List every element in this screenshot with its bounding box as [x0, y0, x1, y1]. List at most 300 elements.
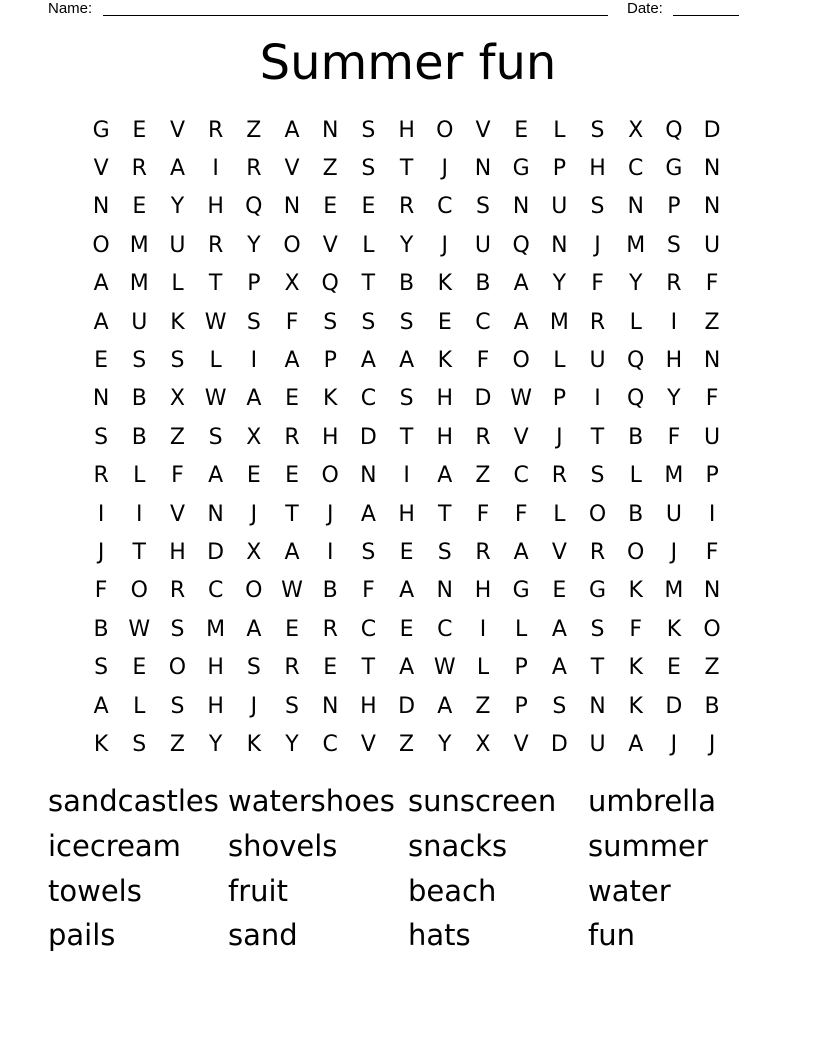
grid-letter[interactable]: F — [476, 348, 490, 374]
grid-letter[interactable]: H — [436, 424, 454, 450]
grid-letter[interactable]: K — [93, 731, 109, 757]
grid-letter[interactable]: C — [475, 309, 491, 335]
grid-letter[interactable]: I — [326, 539, 334, 565]
grid-letter[interactable]: S — [361, 117, 376, 143]
grid-letter[interactable]: R — [131, 156, 147, 182]
grid-letter[interactable]: V — [284, 156, 300, 182]
grid-letter[interactable]: E — [399, 616, 414, 642]
grid-letter[interactable]: E — [94, 348, 109, 374]
grid-letter[interactable]: V — [360, 731, 376, 757]
grid-letter[interactable]: C — [513, 463, 529, 489]
grid-letter[interactable]: J — [594, 232, 601, 258]
grid-letter[interactable]: C — [437, 194, 453, 220]
grid-letter[interactable]: Z — [322, 156, 338, 182]
grid-letter[interactable]: T — [361, 655, 376, 681]
grid-letter[interactable]: D — [703, 117, 721, 143]
grid-letter[interactable]: J — [250, 693, 258, 719]
grid-letter[interactable]: H — [398, 501, 415, 527]
grid-letter[interactable]: K — [437, 271, 452, 297]
grid-letter[interactable]: A — [93, 309, 109, 335]
header — [0, 0, 816, 20]
grid-letter[interactable]: V — [169, 117, 185, 143]
grid-letter[interactable]: K — [246, 731, 262, 757]
grid-letter[interactable]: M — [626, 232, 646, 258]
grid-letter[interactable]: G — [589, 578, 607, 604]
grid-letter[interactable]: H — [360, 693, 377, 719]
grid-letter[interactable]: E — [666, 655, 681, 681]
grid-letter[interactable]: K — [628, 693, 643, 719]
grid-letter[interactable]: A — [246, 386, 262, 412]
grid-letter[interactable]: F — [285, 309, 299, 335]
grid-letter[interactable]: L — [553, 501, 566, 527]
grid-letter[interactable]: X — [284, 271, 300, 297]
grid-letter[interactable]: O — [436, 117, 454, 143]
grid-letter[interactable]: X — [628, 117, 644, 143]
grid-letter[interactable]: I — [708, 501, 716, 527]
grid-letter[interactable]: A — [360, 501, 376, 527]
grid-letter[interactable]: Z — [399, 731, 415, 757]
grid-letter[interactable]: Y — [247, 232, 261, 258]
grid-letter[interactable]: S — [132, 731, 147, 757]
grid-letter[interactable]: B — [704, 693, 720, 719]
grid-letter[interactable]: U — [704, 424, 721, 450]
grid-letter[interactable]: P — [667, 194, 681, 220]
grid-letter[interactable]: J — [708, 731, 716, 757]
grid-letter[interactable]: Z — [475, 463, 491, 489]
grid-letter[interactable]: R — [246, 156, 262, 182]
grid-letter[interactable]: D — [474, 386, 492, 412]
grid-letter[interactable]: S — [361, 539, 376, 565]
grid-letter[interactable]: S — [666, 232, 681, 258]
grid-letter[interactable]: N — [360, 463, 377, 489]
grid-letter[interactable]: Y — [438, 731, 452, 757]
grid-letter[interactable]: C — [360, 616, 377, 642]
grid-letter[interactable]: D — [398, 693, 416, 719]
grid-letter[interactable]: V — [322, 232, 338, 258]
grid-letter[interactable]: N — [551, 232, 568, 258]
grid-letter[interactable]: S — [437, 539, 452, 565]
grid-letter[interactable]: L — [553, 117, 566, 143]
grid-letter[interactable]: M — [664, 578, 684, 604]
grid-letter[interactable]: R — [93, 463, 109, 489]
grid-letter[interactable]: S — [552, 693, 567, 719]
grid-letter[interactable]: I — [670, 309, 678, 335]
grid-letter[interactable]: A — [169, 156, 185, 182]
grid-letter[interactable]: B — [475, 271, 491, 297]
grid-letter[interactable]: H — [436, 386, 454, 412]
grid-letter[interactable]: H — [398, 117, 415, 143]
grid-letter[interactable]: A — [284, 539, 300, 565]
grid-letter[interactable]: S — [399, 386, 414, 412]
word-list-item: beach — [408, 873, 497, 908]
grid-letter[interactable]: F — [705, 386, 719, 412]
grid-letter[interactable]: T — [285, 501, 299, 527]
grid-letter[interactable]: K — [628, 655, 643, 681]
grid-letter[interactable]: T — [208, 271, 223, 297]
grid-letter[interactable]: P — [705, 463, 719, 489]
grid-letter[interactable]: W — [281, 578, 303, 604]
grid-letter[interactable]: K — [666, 616, 682, 642]
grid-letter[interactable]: P — [552, 156, 566, 182]
grid-letter[interactable]: S — [361, 156, 376, 182]
grid-letter[interactable]: F — [667, 424, 681, 450]
grid-letter[interactable]: I — [594, 386, 601, 412]
grid-letter[interactable]: L — [133, 463, 146, 489]
grid-letter[interactable]: Z — [169, 424, 185, 450]
grid-letter[interactable]: I — [403, 463, 410, 489]
grid-letter[interactable]: A — [399, 578, 415, 604]
grid-letter[interactable]: A — [551, 616, 567, 642]
grid-letter[interactable]: S — [590, 117, 605, 143]
grid-letter[interactable]: S — [590, 616, 605, 642]
grid-letter[interactable]: A — [513, 271, 529, 297]
grid-letter[interactable]: R — [208, 117, 224, 143]
grid-letter[interactable]: V — [513, 731, 529, 757]
grid-letter[interactable]: A — [208, 463, 224, 489]
grid-letter[interactable]: U — [131, 309, 148, 335]
grid-letter[interactable]: X — [246, 539, 262, 565]
grid-letter[interactable]: H — [474, 578, 492, 604]
grid-letter[interactable]: O — [283, 232, 301, 258]
grid-letter[interactable]: K — [323, 386, 338, 412]
grid-letter[interactable]: A — [399, 655, 415, 681]
grid-letter[interactable]: M — [206, 616, 226, 642]
grid-letter[interactable]: S — [285, 693, 300, 719]
grid-letter[interactable]: E — [552, 578, 567, 604]
grid-letter[interactable]: Q — [627, 386, 645, 412]
grid-letter[interactable]: N — [92, 386, 110, 412]
grid-letter[interactable]: U — [169, 232, 186, 258]
word-list-item: pails — [48, 918, 116, 953]
grid-letter[interactable]: J — [670, 731, 678, 757]
grid-letter[interactable]: B — [628, 424, 644, 450]
word-list-item: water — [588, 873, 671, 908]
date-label: Date: — [627, 0, 663, 17]
grid-letter[interactable]: F — [705, 271, 719, 297]
grid-letter[interactable]: A — [628, 731, 644, 757]
grid-letter[interactable]: S — [132, 348, 147, 374]
grid-letter[interactable]: E — [285, 463, 299, 489]
grid-letter[interactable]: O — [703, 616, 721, 642]
grid-letter[interactable]: S — [399, 309, 414, 335]
grid-letter[interactable]: R — [284, 655, 300, 681]
grid-letter[interactable]: F — [171, 463, 184, 489]
grid-letter[interactable]: L — [133, 693, 146, 719]
grid-letter[interactable]: D — [550, 731, 568, 757]
grid-letter[interactable]: U — [665, 501, 682, 527]
grid-letter[interactable]: N — [703, 194, 721, 220]
grid-letter[interactable]: S — [94, 424, 109, 450]
grid-letter[interactable]: I — [136, 501, 143, 527]
grid-letter[interactable]: Z — [475, 693, 491, 719]
grid-letter[interactable]: O — [130, 578, 148, 604]
grid-letter[interactable]: L — [629, 309, 642, 335]
grid-letter[interactable]: J — [670, 539, 678, 565]
grid-letter[interactable]: R — [475, 424, 491, 450]
grid-letter[interactable]: B — [322, 578, 338, 604]
grid-letter[interactable]: N — [283, 194, 301, 220]
grid-letter[interactable]: R — [475, 539, 491, 565]
grid-letter[interactable]: Y — [667, 386, 681, 412]
grid-letter[interactable]: A — [284, 117, 300, 143]
grid-letter[interactable]: L — [476, 655, 490, 681]
grid-letter[interactable]: F — [362, 578, 375, 604]
grid-letter[interactable]: E — [246, 463, 261, 489]
grid-letter[interactable]: M — [129, 271, 149, 297]
grid-letter[interactable]: H — [207, 194, 224, 220]
grid-letter[interactable]: Q — [627, 348, 645, 374]
grid-letter[interactable]: D — [359, 424, 377, 450]
grid-letter[interactable]: F — [514, 501, 528, 527]
grid-letter[interactable]: N — [703, 156, 721, 182]
grid-letter[interactable]: W — [204, 386, 227, 412]
grid-letter[interactable]: Y — [628, 271, 643, 297]
grid-letter[interactable]: A — [246, 616, 262, 642]
grid-letter[interactable]: R — [208, 232, 224, 258]
grid-letter[interactable]: E — [399, 539, 414, 565]
grid-letter[interactable]: K — [170, 309, 185, 335]
grid-letter[interactable]: E — [285, 386, 299, 412]
grid-letter[interactable]: C — [628, 156, 644, 182]
grid-letter[interactable]: A — [437, 693, 453, 719]
grid-letter[interactable]: Q — [512, 232, 530, 258]
grid-letter[interactable]: Z — [169, 731, 185, 757]
grid-letter[interactable]: A — [360, 348, 376, 374]
grid-letter[interactable]: O — [168, 655, 187, 681]
grid-letter[interactable]: V — [93, 156, 109, 182]
grid-letter[interactable]: H — [589, 156, 606, 182]
grid-letter[interactable]: K — [628, 578, 643, 604]
grid-letter[interactable]: G — [512, 156, 530, 182]
grid-letter[interactable]: R — [284, 424, 300, 450]
grid-letter[interactable]: E — [437, 309, 452, 335]
grid-letter[interactable]: E — [514, 117, 529, 143]
grid-letter[interactable]: A — [93, 271, 109, 297]
grid-letter[interactable]: R — [322, 616, 338, 642]
grid-letter[interactable]: Z — [704, 309, 720, 335]
grid-letter[interactable]: I — [479, 616, 487, 642]
grid-letter[interactable]: H — [321, 424, 339, 450]
grid-letter[interactable]: E — [323, 194, 338, 220]
grid-letter[interactable]: V — [169, 501, 185, 527]
grid-letter[interactable]: B — [628, 501, 644, 527]
grid-letter[interactable]: S — [361, 309, 376, 335]
grid-letter[interactable]: Q — [245, 194, 263, 220]
letter-grid — [82, 111, 731, 764]
grid-letter[interactable]: W — [510, 386, 533, 412]
grid-letter[interactable]: C — [360, 386, 377, 412]
grid-letter[interactable]: N — [627, 194, 644, 220]
grid-letter[interactable]: U — [589, 731, 606, 757]
grid-letter[interactable]: E — [132, 655, 147, 681]
grid-letter[interactable]: M — [129, 232, 149, 258]
grid-letter[interactable]: U — [551, 194, 568, 220]
grid-letter[interactable]: O — [627, 539, 645, 565]
word-list-item: sandcastles — [48, 784, 219, 819]
grid-letter[interactable]: F — [94, 578, 108, 604]
grid-letter[interactable]: R — [169, 578, 186, 604]
grid-letter[interactable]: I — [212, 156, 219, 182]
grid-letter[interactable]: R — [589, 309, 606, 335]
grid-letter[interactable]: S — [246, 655, 261, 681]
grid-letter[interactable]: Y — [208, 731, 223, 757]
grid-letter[interactable]: H — [169, 539, 186, 565]
word-list — [48, 779, 788, 958]
grid-letter[interactable]: A — [551, 655, 567, 681]
grid-letter[interactable]: S — [170, 348, 185, 374]
grid-letter[interactable]: R — [551, 463, 567, 489]
grid-letter[interactable]: N — [321, 117, 339, 143]
grid-letter[interactable]: Y — [170, 194, 185, 220]
name-blank-line[interactable] — [103, 15, 608, 16]
grid-letter[interactable]: B — [399, 271, 415, 297]
grid-letter[interactable]: S — [246, 309, 261, 335]
grid-letter[interactable]: B — [93, 616, 109, 642]
grid-letter[interactable]: T — [590, 424, 605, 450]
date-blank-line[interactable] — [673, 15, 739, 16]
grid-letter[interactable]: A — [93, 693, 109, 719]
grid-letter[interactable]: C — [437, 616, 453, 642]
grid-letter[interactable]: I — [97, 501, 105, 527]
grid-letter[interactable]: A — [437, 463, 453, 489]
grid-letter[interactable]: A — [513, 539, 529, 565]
grid-letter[interactable]: E — [285, 616, 299, 642]
grid-letter[interactable]: S — [323, 309, 338, 335]
grid-letter[interactable]: N — [207, 501, 224, 527]
grid-letter[interactable]: F — [476, 501, 490, 527]
word-list-item: sand — [228, 918, 298, 953]
grid-letter[interactable]: O — [512, 348, 530, 374]
grid-letter[interactable]: V — [475, 117, 491, 143]
grid-letter[interactable]: R — [398, 194, 415, 220]
grid-letter[interactable]: J — [326, 501, 334, 527]
grid-letter[interactable]: Y — [285, 731, 299, 757]
grid-letter[interactable]: J — [441, 232, 449, 258]
grid-letter[interactable]: O — [245, 578, 263, 604]
grid-letter[interactable]: P — [514, 655, 528, 681]
grid-letter[interactable]: O — [321, 463, 339, 489]
grid-letter[interactable]: N — [92, 194, 110, 220]
grid-letter[interactable]: A — [284, 348, 300, 374]
grid-letter[interactable]: F — [705, 539, 719, 565]
grid-letter[interactable]: F — [629, 616, 643, 642]
grid-letter[interactable]: E — [361, 194, 376, 220]
grid-letter[interactable]: S — [94, 655, 109, 681]
grid-letter[interactable]: U — [474, 232, 492, 258]
grid-letter[interactable]: P — [323, 348, 337, 374]
grid-letter[interactable]: I — [250, 348, 258, 374]
grid-letter[interactable]: S — [590, 463, 605, 489]
grid-letter[interactable]: P — [514, 693, 528, 719]
grid-letter[interactable]: S — [170, 616, 185, 642]
grid-letter[interactable]: F — [591, 271, 604, 297]
grid-letter[interactable]: Q — [321, 271, 339, 297]
grid-letter[interactable]: N — [474, 156, 492, 182]
grid-letter[interactable]: V — [551, 539, 567, 565]
grid-letter[interactable]: X — [475, 731, 491, 757]
grid-letter[interactable]: R — [666, 271, 682, 297]
grid-letter[interactable]: Z — [246, 117, 262, 143]
grid-letter[interactable]: C — [322, 731, 338, 757]
grid-letter[interactable]: X — [169, 386, 185, 412]
grid-letter[interactable]: Q — [665, 117, 683, 143]
grid-letter[interactable]: M — [664, 463, 684, 489]
grid-letter[interactable]: E — [132, 117, 147, 143]
grid-letter[interactable]: S — [475, 194, 490, 220]
grid-letter[interactable]: U — [589, 348, 606, 374]
grid-letter[interactable]: J — [250, 501, 258, 527]
grid-letter[interactable]: B — [131, 386, 147, 412]
grid-letter[interactable]: G — [512, 578, 530, 604]
grid-letter[interactable]: S — [590, 194, 605, 220]
grid-letter[interactable]: S — [208, 424, 223, 450]
grid-letter[interactable]: P — [552, 386, 566, 412]
grid-letter[interactable]: L — [209, 348, 222, 374]
grid-letter[interactable]: A — [399, 348, 415, 374]
grid-letter[interactable]: N — [703, 578, 721, 604]
grid-letter[interactable]: U — [704, 232, 721, 258]
grid-letter[interactable]: R — [589, 539, 606, 565]
grid-letter[interactable]: T — [361, 271, 376, 297]
grid-letter[interactable]: N — [321, 693, 339, 719]
grid-letter[interactable]: L — [515, 616, 528, 642]
grid-letter[interactable]: D — [207, 539, 225, 565]
grid-letter[interactable]: T — [132, 539, 146, 565]
grid-letter[interactable]: J — [556, 424, 563, 450]
grid-letter[interactable]: L — [362, 232, 375, 258]
grid-letter[interactable]: D — [665, 693, 683, 719]
grid-letter[interactable]: H — [207, 693, 224, 719]
grid-letter[interactable]: A — [513, 309, 529, 335]
grid-letter[interactable]: Z — [704, 655, 720, 681]
grid-letter[interactable]: W — [204, 309, 227, 335]
grid-letter[interactable]: O — [92, 232, 110, 258]
grid-letter[interactable]: W — [433, 655, 456, 681]
grid-letter[interactable]: T — [399, 424, 414, 450]
grid-letter[interactable]: G — [92, 117, 110, 143]
grid-letter[interactable]: J — [441, 156, 449, 182]
grid-letter[interactable]: V — [513, 424, 529, 450]
grid-letter[interactable]: H — [207, 655, 224, 681]
grid-letter[interactable]: N — [703, 348, 721, 374]
grid-letter[interactable]: T — [438, 501, 452, 527]
grid-letter[interactable]: Y — [399, 232, 414, 258]
grid-letter[interactable]: P — [247, 271, 261, 297]
grid-letter[interactable]: E — [323, 655, 338, 681]
grid-letter[interactable]: M — [549, 309, 569, 335]
grid-letter[interactable]: G — [665, 156, 683, 182]
grid-letter[interactable]: L — [171, 271, 184, 297]
grid-letter[interactable]: N — [589, 693, 606, 719]
grid-letter[interactable]: S — [170, 693, 185, 719]
grid-letter[interactable]: L — [629, 463, 642, 489]
grid-letter[interactable]: L — [553, 348, 566, 374]
grid-letter[interactable]: W — [128, 616, 151, 642]
grid-letter[interactable]: B — [131, 424, 147, 450]
grid-letter[interactable]: O — [588, 501, 607, 527]
grid-letter[interactable]: Y — [552, 271, 567, 297]
grid-letter[interactable]: J — [97, 539, 105, 565]
grid-letter[interactable]: H — [665, 348, 683, 374]
grid-letter[interactable]: E — [132, 194, 147, 220]
grid-letter[interactable]: K — [437, 348, 452, 374]
grid-letter[interactable]: N — [436, 578, 454, 604]
grid-letter[interactable]: T — [399, 156, 414, 182]
grid-letter[interactable]: C — [207, 578, 224, 604]
grid-letter[interactable]: X — [246, 424, 262, 450]
grid-letter[interactable]: N — [512, 194, 530, 220]
grid-letter[interactable]: T — [590, 655, 605, 681]
